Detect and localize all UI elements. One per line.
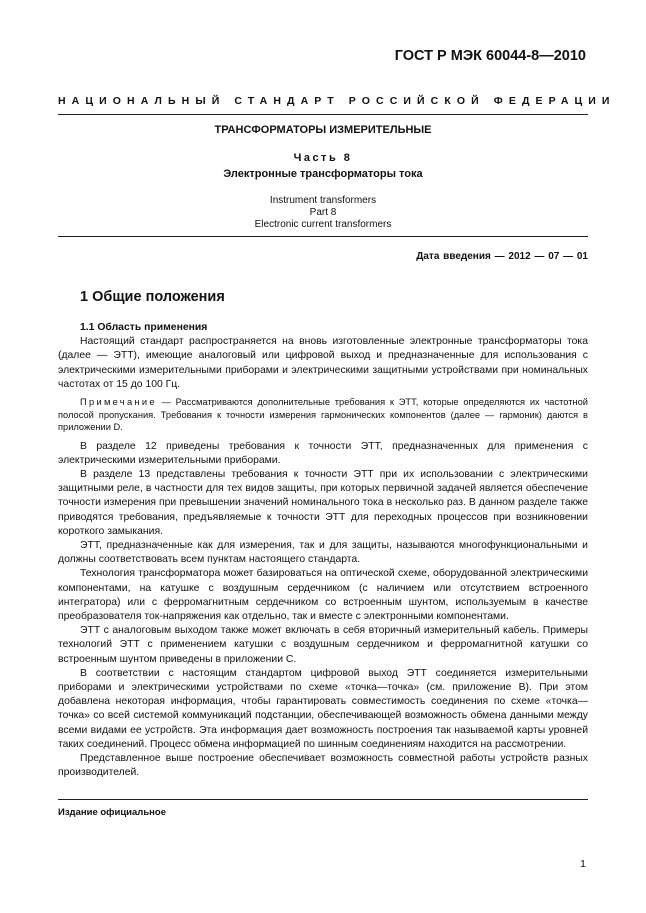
paragraph: Представленное выше построение обеспечивает возможность совместной работы устройств разных производителей. <box>58 752 588 779</box>
paragraph: В соответствии с настоящим стандартом цифровой выход ЭТТ соединяется измерительными приборами и электрическими устройствами по схеме «точка—точка» (см. приложение В). При этом добавлена некоторая информация, чтобы гарантировать совместимость соединения по схеме «точка—точка» со всей системой коммуникаций подстанции, обеспечивающей возможность обмена данными между всеми видами ее устройств. Эта информация дает возможность построения так называемой карты уровней таких соединений. Процесс обмена информацией по шинным соединениям находится на рассмотрении. <box>58 667 588 750</box>
standard-title: ТРАНСФОРМАТОРЫ ИЗМЕРИТЕЛЬНЫЕ <box>214 124 432 136</box>
note-label: Примечание <box>80 397 157 408</box>
note-text: — Рассматриваются дополнительные требования к ЭТТ, которые определяются их частотной полосой пропускания. Требования к точности измерения гармонических компонентов (далее — гармоник) даются в приложении D. <box>58 397 588 433</box>
title-divider <box>58 236 588 237</box>
document-code: ГОСТ Р МЭК 60044-8—2010 <box>394 48 586 64</box>
part-subtitle: Электронные трансформаторы тока <box>223 168 423 180</box>
national-standard-heading: НАЦИОНАЛЬНЫЙ СТАНДАРТ РОССИЙСКОЙ ФЕДЕРАЦИИ <box>58 95 616 107</box>
footer-divider <box>58 799 588 800</box>
paragraph: ЭТТ с аналоговым выходом также может включать в себя вторичный измерительный кабель. Примеры технологий ЭТТ с применением катушки с воздушным сердечником и ферромагнитной катушки со встроенным шунтом приведены в приложении С. <box>58 625 588 665</box>
note <box>58 396 588 434</box>
part-label: Часть 8 <box>293 152 353 164</box>
english-title-line1: Instrument transformers <box>269 195 377 206</box>
edition-label: Издание официальное <box>58 807 166 818</box>
introduction-date: Дата введения — 2012 — 07 — 01 <box>416 251 588 262</box>
paragraph: Технология трансформатора может базироваться на оптической схеме, оборудованной электрическими компонентами, на катушке с воздушным сердечником (с наличием или отсутствием встроенного интегратора) или с ферромагнитным сердечником со встроенным шунтом, используемым в качестве преобразователя ток-напряжения как отдельно, так и вместе с электронными компонентами. <box>58 568 588 622</box>
header-divider <box>58 114 588 115</box>
subsection-heading: 1.1 Область применения <box>80 322 208 333</box>
section-heading: 1 Общие положения <box>80 289 225 305</box>
english-title-line2: Part 8 <box>309 207 337 218</box>
english-title-line3: Electronic current transformers <box>254 219 392 230</box>
paragraph: Настоящий стандарт распространяется на вновь изготовленные электронные трансформаторы тока (далее — ЭТТ), имеющие аналоговый или цифровой выход и предназначенные для использования с электрическими измерительными приборами и электрическими защитными устройствами при номинальных частотах от 15 до 100 Гц. <box>58 336 588 390</box>
page-number: 1 <box>580 858 586 870</box>
paragraph: В разделе 12 приведены требования к точности ЭТТ, предназначенных для применения с электрическими измерительными приборами. <box>58 440 588 466</box>
paragraph: В разделе 13 представлены требования к точности ЭТТ при их использовании с электрическими защитными реле, в частности для тех видов защиты, при которых первичной задачей является обеспечение точности измерения при превышении значений номинального тока в несколько раз. В данном разделе также приводятся требования, предъявляемые к точности ЭТТ для переходных процессов при возникновении короткого замыкания. <box>58 468 588 537</box>
body-text <box>58 319 588 780</box>
paragraph: ЭТТ, предназначенные как для измерения, так и для защиты, называются многофункциональными и должны соответствовать всем пунктам настоящего стандарта. <box>58 539 588 566</box>
